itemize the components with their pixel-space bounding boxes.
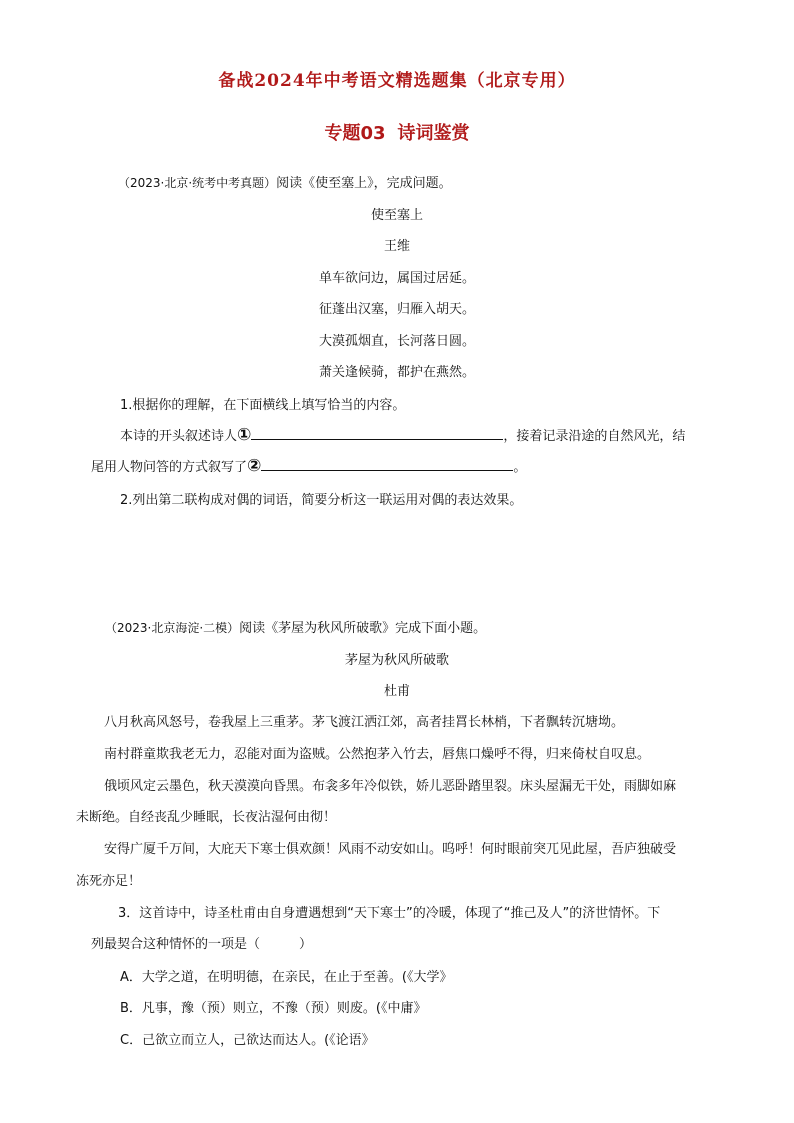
q1-intro: 阅读《使至塞上》，完成问题。 bbox=[276, 176, 452, 191]
fill-text: 。 bbox=[513, 460, 527, 475]
q1-poem-line: 大漠孤烟直，长河落日圆。 bbox=[318, 334, 475, 349]
q3-intro: 阅读《茅屋为秋风所破歌》完成下面小题。 bbox=[239, 621, 487, 636]
option-c[interactable]: C．己欲立而立人，己欲达而达人。(《论语》 bbox=[120, 1033, 375, 1048]
poem-paragraph-3-cont: 未断绝。自经丧乱少睡眠，长夜沾湿何由彻！ bbox=[76, 810, 337, 825]
option-b[interactable]: B．凡事，豫（预）则立，不豫（预）则废。(《中庸》 bbox=[120, 1001, 427, 1016]
q1-poem-line: 萧关逢候骑，都护在燕然。 bbox=[318, 365, 475, 380]
fill-line-1 bbox=[120, 425, 685, 445]
poem-paragraph-3: 俄顷风定云墨色，秋天漠漠向昏黑。布衾多年冷似铁，娇儿恶卧踏里裂。床头屋漏无干处，雨脚如麻 bbox=[104, 779, 677, 794]
fill-text: 尾用人物问答的方式叙写了 bbox=[91, 460, 248, 475]
q3-source: （2023·北京海淀·二模） bbox=[105, 621, 240, 635]
fill-line-2 bbox=[91, 456, 526, 476]
answer-blank-1[interactable] bbox=[251, 426, 503, 440]
q1-source-line bbox=[118, 172, 452, 191]
q1-source: （2023·北京·统考中考真题） bbox=[118, 176, 277, 190]
q3-source-line bbox=[105, 617, 486, 636]
question-3-stem: 3．这首诗中，诗圣杜甫由自身遭遇想到“天下寒士”的冷暖，体现了“推己及人”的济世情怀。下 bbox=[118, 906, 661, 921]
poem-paragraph-4: 安得广厦千万间，大庇天下寒士俱欢颜！风雨不动安如山。呜呼！何时眼前突兀见此屋，吾庐独破受 bbox=[104, 842, 677, 857]
fill-text: 本诗的开头叙述诗人 bbox=[120, 429, 238, 444]
answer-blank-2[interactable] bbox=[261, 457, 513, 471]
topic-number: 专题03 bbox=[324, 123, 386, 144]
poem-paragraph-1: 八月秋高风怒号，卷我屋上三重茅。茅飞渡江洒江郊，高者挂罥长林梢，下者飘转沉塘坳。 bbox=[104, 715, 625, 730]
q1-poem-title: 使至塞上 bbox=[370, 208, 423, 223]
q1-poem-line: 单车欲问边，属国过居延。 bbox=[318, 271, 475, 286]
q1-poem-author: 王维 bbox=[383, 239, 410, 254]
document-title: 备战2024年中考语文精选题集（北京专用） bbox=[218, 71, 576, 91]
blank-marker-1: ① bbox=[237, 425, 252, 445]
topic-heading bbox=[0, 119, 794, 145]
fill-text: ，接着记录沿途的自然风光，结 bbox=[503, 429, 686, 444]
poem-paragraph-4-cont: 冻死亦足！ bbox=[76, 874, 142, 889]
q1-poem-line: 征蓬出汉塞，归雁入胡天。 bbox=[318, 302, 475, 317]
poem-paragraph-2: 南村群童欺我老无力，忍能对面为盗贼。公然抱茅入竹去，唇焦口燥呼不得，归来倚杖自叹息。 bbox=[104, 747, 651, 762]
topic-name: 诗词鉴赏 bbox=[397, 123, 470, 144]
blank-marker-2: ② bbox=[247, 456, 262, 476]
q1-subquestion-2: 2.列出第二联构成对偶的词语，简要分析这一联运用对偶的表达效果。 bbox=[120, 493, 523, 508]
question-3-stem-cont: 列最契合这种情怀的一项是（ ） bbox=[91, 937, 313, 952]
q3-poem-title: 茅屋为秋风所破歌 bbox=[344, 653, 449, 668]
q1-subquestion-1: 1.根据你的理解，在下面横线上填写恰当的内容。 bbox=[120, 398, 406, 413]
option-a[interactable]: A．大学之道，在明明德，在亲民，在止于至善。(《大学》 bbox=[120, 970, 453, 985]
q3-poem-author: 杜甫 bbox=[383, 684, 410, 699]
